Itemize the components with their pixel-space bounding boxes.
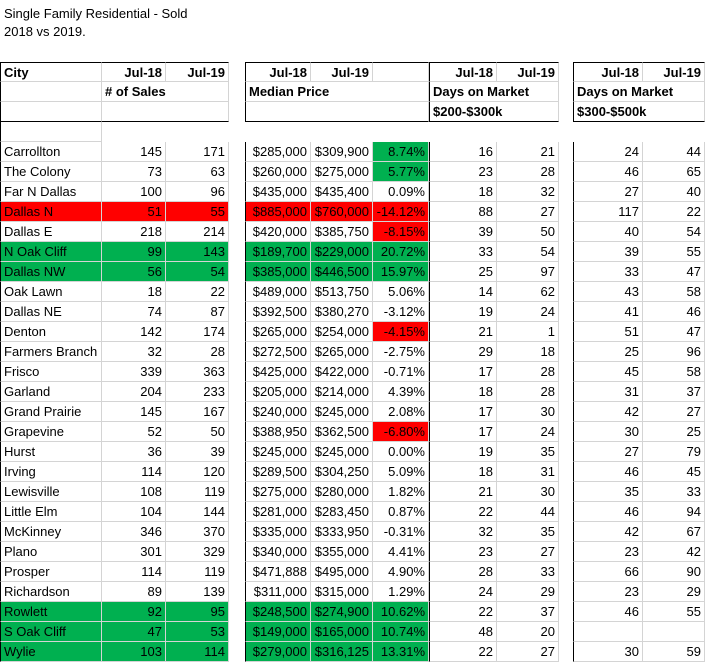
cell-price-jul18[interactable]: $420,000 [245,222,311,242]
cell-price-jul18[interactable]: $279,000 [245,642,311,662]
cell-sales-jul18[interactable]: 73 [102,162,166,182]
cell-dom1-jul18[interactable]: 22 [429,502,497,522]
cell-dom1-jul19[interactable]: 27 [497,642,559,662]
cell-price-jul19[interactable]: $385,750 [311,222,373,242]
cell-dom2-jul19[interactable]: 37 [643,382,705,402]
cell-price-jul18[interactable]: $245,000 [245,442,311,462]
cell-price-change-pct[interactable]: 1.29% [373,582,429,602]
cell-price-jul18[interactable]: $281,000 [245,502,311,522]
cell-city[interactable]: Little Elm [0,502,102,522]
spacer-row[interactable] [0,122,102,142]
cell-dom1-jul18[interactable]: 25 [429,262,497,282]
cell-sales-jul18[interactable]: 103 [102,642,166,662]
cell-price-change-pct[interactable]: -3.12% [373,302,429,322]
cell-dom2-jul19[interactable]: 94 [643,502,705,522]
cell-dom2-jul18[interactable]: 39 [573,242,643,262]
header-dom2-jul19[interactable]: Jul-19 [643,62,705,82]
cell-city[interactable]: Irving [0,462,102,482]
cell-dom1-jul18[interactable]: 18 [429,382,497,402]
cell-price-jul18[interactable]: $285,000 [245,142,311,162]
cell-price-jul19[interactable]: $315,000 [311,582,373,602]
cell-price-jul19[interactable]: $214,000 [311,382,373,402]
cell-price-jul19[interactable]: $380,270 [311,302,373,322]
cell-dom2-jul19[interactable]: 27 [643,402,705,422]
cell-sales-jul19[interactable]: 53 [166,622,229,642]
cell-city[interactable]: Dallas E [0,222,102,242]
cell-sales-jul18[interactable]: 51 [102,202,166,222]
cell-dom1-jul18[interactable]: 29 [429,342,497,362]
cell-dom1-jul19[interactable]: 35 [497,522,559,542]
cell-sales-jul18[interactable]: 56 [102,262,166,282]
cell-dom2-jul19[interactable]: 29 [643,582,705,602]
cell-price-change-pct[interactable]: 10.62% [373,602,429,622]
cell-sales-jul19[interactable]: 22 [166,282,229,302]
cell-city[interactable]: Garland [0,382,102,402]
cell-sales-jul19[interactable]: 139 [166,582,229,602]
cell-city[interactable]: Prosper [0,562,102,582]
cell-dom2-jul18[interactable]: 27 [573,182,643,202]
cell-sales-jul18[interactable]: 99 [102,242,166,262]
cell-sales-jul19[interactable]: 96 [166,182,229,202]
cell-price-jul19[interactable]: $362,500 [311,422,373,442]
header-pct-blank[interactable] [373,62,429,82]
sheet-title: Single Family Residential - Sold [4,6,188,21]
header-dom1-jul19[interactable]: Jul-19 [497,62,559,82]
cell-sales-jul18[interactable]: 32 [102,342,166,362]
cell-price-jul19[interactable]: $280,000 [311,482,373,502]
cell-sales-jul19[interactable]: 39 [166,442,229,462]
cell-sales-jul18[interactable]: 346 [102,522,166,542]
cell-dom1-jul19[interactable]: 27 [497,202,559,222]
cell-sales-jul18[interactable]: 92 [102,602,166,622]
header-price-jul18[interactable]: Jul-18 [245,62,311,82]
cell-price-change-pct[interactable]: 15.97% [373,262,429,282]
cell-dom1-jul18[interactable]: 33 [429,242,497,262]
sheet-subtitle: 2018 vs 2019. [4,24,86,39]
cell-price-jul18[interactable]: $392,500 [245,302,311,322]
cell-price-jul18[interactable]: $385,000 [245,262,311,282]
cell-price-jul18[interactable]: $205,000 [245,382,311,402]
header-days-on-market-2[interactable]: Days on Market [573,82,705,102]
cell-dom1-jul19[interactable]: 31 [497,462,559,482]
cell-dom1-jul19[interactable]: 24 [497,422,559,442]
cell-sales-jul18[interactable]: 145 [102,402,166,422]
cell-sales-jul18[interactable]: 339 [102,362,166,382]
header-blank-b[interactable] [0,102,102,122]
cell-sales-jul19[interactable]: 233 [166,382,229,402]
cell-sales-jul18[interactable]: 74 [102,302,166,322]
header-sales-jul18[interactable]: Jul-18 [102,62,166,82]
cell-dom1-jul18[interactable]: 39 [429,222,497,242]
cell-dom2-jul19[interactable]: 44 [643,142,705,162]
cell-sales-jul19[interactable]: 87 [166,302,229,322]
cell-dom1-jul19[interactable]: 32 [497,182,559,202]
cell-dom2-jul19[interactable]: 59 [643,642,705,662]
cell-dom2-jul18[interactable]: 31 [573,382,643,402]
cell-dom2-jul19[interactable]: 58 [643,362,705,382]
cell-dom2-jul19[interactable]: 33 [643,482,705,502]
cell-sales-jul19[interactable]: 28 [166,342,229,362]
cell-city[interactable]: S Oak Cliff [0,622,102,642]
cell-dom2-jul18[interactable]: 46 [573,162,643,182]
cell-price-jul19[interactable]: $495,000 [311,562,373,582]
cell-sales-jul19[interactable]: 214 [166,222,229,242]
cell-price-change-pct[interactable]: 2.08% [373,402,429,422]
cell-city[interactable]: N Oak Cliff [0,242,102,262]
header-range-200-300[interactable]: $200-$300k [429,102,559,122]
cell-dom1-jul19[interactable]: 20 [497,622,559,642]
cell-sales-jul19[interactable]: 95 [166,602,229,622]
cell-price-jul19[interactable]: $355,000 [311,542,373,562]
header-days-on-market-1[interactable]: Days on Market [429,82,559,102]
header-range-300-500[interactable]: $300-$500k [573,102,705,122]
cell-city[interactable]: Grand Prairie [0,402,102,422]
cell-dom2-jul18[interactable]: 46 [573,602,643,622]
cell-dom2-jul19[interactable]: 45 [643,462,705,482]
cell-price-jul19[interactable]: $304,250 [311,462,373,482]
cell-price-jul18[interactable]: $489,000 [245,282,311,302]
cell-dom1-jul18[interactable]: 14 [429,282,497,302]
cell-city[interactable]: Carrollton [0,142,102,162]
cell-dom1-jul19[interactable]: 21 [497,142,559,162]
cell-dom2-jul19[interactable]: 25 [643,422,705,442]
cell-city[interactable]: Frisco [0,362,102,382]
cell-dom1-jul18[interactable]: 23 [429,162,497,182]
cell-city[interactable]: Denton [0,322,102,342]
cell-dom1-jul18[interactable]: 17 [429,422,497,442]
cell-sales-jul19[interactable]: 144 [166,502,229,522]
cell-city[interactable]: Wylie [0,642,102,662]
cell-sales-jul19[interactable]: 119 [166,482,229,502]
cell-dom1-jul19[interactable]: 54 [497,242,559,262]
cell-dom1-jul18[interactable]: 18 [429,182,497,202]
cell-dom1-jul18[interactable]: 23 [429,542,497,562]
cell-city[interactable]: The Colony [0,162,102,182]
cell-dom2-jul19[interactable] [643,622,705,642]
cell-dom1-jul19[interactable]: 29 [497,582,559,602]
cell-dom1-jul19[interactable]: 28 [497,162,559,182]
cell-dom1-jul19[interactable]: 28 [497,362,559,382]
cell-sales-jul19[interactable]: 171 [166,142,229,162]
header-blank-c[interactable] [102,102,229,122]
cell-price-change-pct[interactable]: 1.82% [373,482,429,502]
cell-dom1-jul19[interactable]: 35 [497,442,559,462]
cell-price-jul19[interactable]: $316,125 [311,642,373,662]
cell-dom1-jul19[interactable]: 30 [497,402,559,422]
cell-sales-jul19[interactable]: 50 [166,422,229,442]
header-city[interactable]: City [0,62,102,82]
cell-sales-jul19[interactable]: 363 [166,362,229,382]
cell-dom2-jul19[interactable]: 58 [643,282,705,302]
cell-price-jul19[interactable]: $435,400 [311,182,373,202]
header-dom2-jul18[interactable]: Jul-18 [573,62,643,82]
cell-price-jul18[interactable]: $289,500 [245,462,311,482]
cell-price-change-pct[interactable]: 0.87% [373,502,429,522]
cell-dom1-jul19[interactable]: 33 [497,562,559,582]
cell-price-change-pct[interactable]: 8.74% [373,142,429,162]
cell-price-change-pct[interactable]: -8.15% [373,222,429,242]
cell-dom2-jul18[interactable]: 27 [573,442,643,462]
cell-dom2-jul18[interactable]: 117 [573,202,643,222]
cell-city[interactable]: Dallas NE [0,302,102,322]
cell-dom1-jul19[interactable]: 1 [497,322,559,342]
cell-sales-jul18[interactable]: 104 [102,502,166,522]
cell-dom1-jul19[interactable]: 44 [497,502,559,522]
header-dom1-jul18[interactable]: Jul-18 [429,62,497,82]
cell-price-jul18[interactable]: $240,000 [245,402,311,422]
cell-price-change-pct[interactable]: -0.71% [373,362,429,382]
cell-sales-jul19[interactable]: 54 [166,262,229,282]
cell-price-change-pct[interactable]: -14.12% [373,202,429,222]
cell-dom1-jul19[interactable]: 30 [497,482,559,502]
cell-dom1-jul18[interactable]: 21 [429,482,497,502]
cell-dom2-jul19[interactable]: 22 [643,202,705,222]
cell-dom2-jul19[interactable]: 65 [643,162,705,182]
cell-price-jul18[interactable]: $260,000 [245,162,311,182]
cell-price-jul19[interactable]: $283,450 [311,502,373,522]
cell-dom1-jul18[interactable]: 24 [429,582,497,602]
cell-dom2-jul18[interactable]: 23 [573,542,643,562]
cell-price-jul18[interactable]: $311,000 [245,582,311,602]
cell-dom2-jul18[interactable]: 24 [573,142,643,162]
cell-dom2-jul18[interactable]: 42 [573,522,643,542]
cell-dom2-jul18[interactable]: 23 [573,582,643,602]
cell-dom2-jul18[interactable]: 66 [573,562,643,582]
cell-price-jul18[interactable]: $885,000 [245,202,311,222]
cell-price-jul19[interactable]: $245,000 [311,442,373,462]
cell-dom2-jul18[interactable] [573,622,643,642]
cell-sales-jul19[interactable]: 174 [166,322,229,342]
cell-dom2-jul19[interactable]: 46 [643,302,705,322]
cell-city[interactable]: McKinney [0,522,102,542]
cell-sales-jul19[interactable]: 143 [166,242,229,262]
cell-dom1-jul19[interactable]: 18 [497,342,559,362]
cell-price-change-pct[interactable]: -6.80% [373,422,429,442]
cell-dom1-jul18[interactable]: 88 [429,202,497,222]
cell-sales-jul19[interactable]: 119 [166,562,229,582]
cell-price-jul18[interactable]: $275,000 [245,482,311,502]
cell-sales-jul18[interactable]: 204 [102,382,166,402]
cell-price-change-pct[interactable]: -4.15% [373,322,429,342]
cell-dom1-jul19[interactable]: 27 [497,542,559,562]
cell-dom2-jul18[interactable]: 46 [573,462,643,482]
cell-price-jul19[interactable]: $422,000 [311,362,373,382]
cell-dom2-jul19[interactable]: 90 [643,562,705,582]
cell-dom1-jul18[interactable]: 19 [429,442,497,462]
cell-city[interactable]: Farmers Branch [0,342,102,362]
cell-sales-jul18[interactable]: 100 [102,182,166,202]
cell-price-jul18[interactable]: $272,500 [245,342,311,362]
cell-sales-jul18[interactable]: 89 [102,582,166,602]
cell-dom1-jul19[interactable]: 97 [497,262,559,282]
cell-price-change-pct[interactable]: 5.77% [373,162,429,182]
cell-dom2-jul18[interactable]: 42 [573,402,643,422]
cell-dom2-jul18[interactable]: 35 [573,482,643,502]
cell-price-jul19[interactable]: $274,900 [311,602,373,622]
cell-city[interactable]: Hurst [0,442,102,462]
cell-sales-jul19[interactable]: 114 [166,642,229,662]
cell-price-jul19[interactable]: $165,000 [311,622,373,642]
cell-dom1-jul19[interactable]: 24 [497,302,559,322]
cell-price-jul19[interactable]: $265,000 [311,342,373,362]
cell-dom2-jul19[interactable]: 47 [643,322,705,342]
header-blank-a[interactable] [0,82,102,102]
cell-price-jul19[interactable]: $446,500 [311,262,373,282]
cell-dom1-jul19[interactable]: 28 [497,382,559,402]
cell-price-change-pct[interactable]: -2.75% [373,342,429,362]
cell-price-change-pct[interactable]: 13.31% [373,642,429,662]
cell-price-jul19[interactable]: $245,000 [311,402,373,422]
cell-price-jul18[interactable]: $425,000 [245,362,311,382]
cell-sales-jul18[interactable]: 47 [102,622,166,642]
cell-sales-jul18[interactable]: 114 [102,462,166,482]
cell-sales-jul18[interactable]: 142 [102,322,166,342]
cell-price-jul18[interactable]: $335,000 [245,522,311,542]
header-sales-jul19[interactable]: Jul-19 [166,62,229,82]
cell-price-change-pct[interactable]: -0.31% [373,522,429,542]
cell-sales-jul18[interactable]: 108 [102,482,166,502]
cell-price-change-pct[interactable]: 4.41% [373,542,429,562]
cell-price-change-pct[interactable]: 4.39% [373,382,429,402]
cell-price-change-pct[interactable]: 5.06% [373,282,429,302]
cell-sales-jul18[interactable]: 52 [102,422,166,442]
cell-dom1-jul18[interactable]: 22 [429,642,497,662]
cell-city[interactable]: Richardson [0,582,102,602]
cell-dom2-jul19[interactable]: 79 [643,442,705,462]
cell-dom2-jul19[interactable]: 55 [643,242,705,262]
cell-price-jul18[interactable]: $149,000 [245,622,311,642]
cell-price-change-pct[interactable]: 5.09% [373,462,429,482]
cell-price-change-pct[interactable]: 0.09% [373,182,429,202]
cell-sales-jul19[interactable]: 167 [166,402,229,422]
cell-sales-jul18[interactable]: 114 [102,562,166,582]
cell-sales-jul18[interactable]: 36 [102,442,166,462]
cell-city[interactable]: Lewisville [0,482,102,502]
cell-price-jul18[interactable]: $265,000 [245,322,311,342]
cell-sales-jul19[interactable]: 120 [166,462,229,482]
cell-dom1-jul18[interactable]: 21 [429,322,497,342]
cell-dom2-jul18[interactable]: 25 [573,342,643,362]
cell-dom1-jul18[interactable]: 18 [429,462,497,482]
cell-price-jul18[interactable]: $388,950 [245,422,311,442]
cell-dom2-jul18[interactable]: 43 [573,282,643,302]
cell-dom2-jul18[interactable]: 45 [573,362,643,382]
cell-sales-jul18[interactable]: 145 [102,142,166,162]
header-number-of-sales[interactable]: # of Sales [102,82,229,102]
cell-dom2-jul19[interactable]: 40 [643,182,705,202]
cell-dom2-jul18[interactable]: 40 [573,222,643,242]
cell-dom2-jul19[interactable]: 42 [643,542,705,562]
cell-price-change-pct[interactable]: 10.74% [373,622,429,642]
cell-dom2-jul19[interactable]: 55 [643,602,705,622]
cell-dom2-jul18[interactable]: 51 [573,322,643,342]
cell-dom1-jul19[interactable]: 37 [497,602,559,622]
cell-dom1-jul18[interactable]: 28 [429,562,497,582]
cell-city[interactable]: Oak Lawn [0,282,102,302]
cell-sales-jul18[interactable]: 218 [102,222,166,242]
cell-dom2-jul19[interactable]: 47 [643,262,705,282]
cell-dom2-jul19[interactable]: 67 [643,522,705,542]
cell-dom1-jul18[interactable]: 32 [429,522,497,542]
cell-dom1-jul18[interactable]: 16 [429,142,497,162]
cell-sales-jul18[interactable]: 301 [102,542,166,562]
cell-dom2-jul18[interactable]: 33 [573,262,643,282]
cell-price-jul19[interactable]: $513,750 [311,282,373,302]
cell-price-change-pct[interactable]: 0.00% [373,442,429,462]
cell-dom1-jul19[interactable]: 62 [497,282,559,302]
cell-city[interactable]: Dallas NW [0,262,102,282]
cell-dom1-jul18[interactable]: 22 [429,602,497,622]
cell-city[interactable]: Grapevine [0,422,102,442]
cell-dom1-jul18[interactable]: 48 [429,622,497,642]
cell-sales-jul19[interactable]: 329 [166,542,229,562]
cell-price-jul18[interactable]: $189,700 [245,242,311,262]
header-median-price[interactable]: Median Price [245,82,429,102]
cell-sales-jul19[interactable]: 370 [166,522,229,542]
cell-price-jul19[interactable]: $254,000 [311,322,373,342]
cell-price-jul18[interactable]: $340,000 [245,542,311,562]
cell-price-jul19[interactable]: $229,000 [311,242,373,262]
cell-price-jul19[interactable]: $760,000 [311,202,373,222]
cell-price-change-pct[interactable]: 20.72% [373,242,429,262]
cell-city[interactable]: Dallas N [0,202,102,222]
cell-city[interactable]: Plano [0,542,102,562]
cell-dom2-jul18[interactable]: 30 [573,642,643,662]
cell-price-jul19[interactable]: $333,950 [311,522,373,542]
cell-price-jul19[interactable]: $309,900 [311,142,373,162]
cell-dom1-jul19[interactable]: 50 [497,222,559,242]
cell-price-jul19[interactable]: $275,000 [311,162,373,182]
cell-dom2-jul18[interactable]: 46 [573,502,643,522]
cell-city[interactable]: Far N Dallas [0,182,102,202]
cell-sales-jul19[interactable]: 55 [166,202,229,222]
cell-dom1-jul18[interactable]: 19 [429,302,497,322]
cell-dom2-jul19[interactable]: 54 [643,222,705,242]
cell-price-jul18[interactable]: $471,888 [245,562,311,582]
cell-dom2-jul18[interactable]: 41 [573,302,643,322]
header-blank-d[interactable] [245,102,429,122]
cell-sales-jul19[interactable]: 63 [166,162,229,182]
cell-price-change-pct[interactable]: 4.90% [373,562,429,582]
cell-dom1-jul18[interactable]: 17 [429,402,497,422]
cell-city[interactable]: Rowlett [0,602,102,622]
cell-dom1-jul18[interactable]: 17 [429,362,497,382]
cell-sales-jul18[interactable]: 18 [102,282,166,302]
cell-dom2-jul18[interactable]: 30 [573,422,643,442]
cell-dom2-jul19[interactable]: 96 [643,342,705,362]
header-price-jul19[interactable]: Jul-19 [311,62,373,82]
cell-price-jul18[interactable]: $248,500 [245,602,311,622]
cell-price-jul18[interactable]: $435,000 [245,182,311,202]
